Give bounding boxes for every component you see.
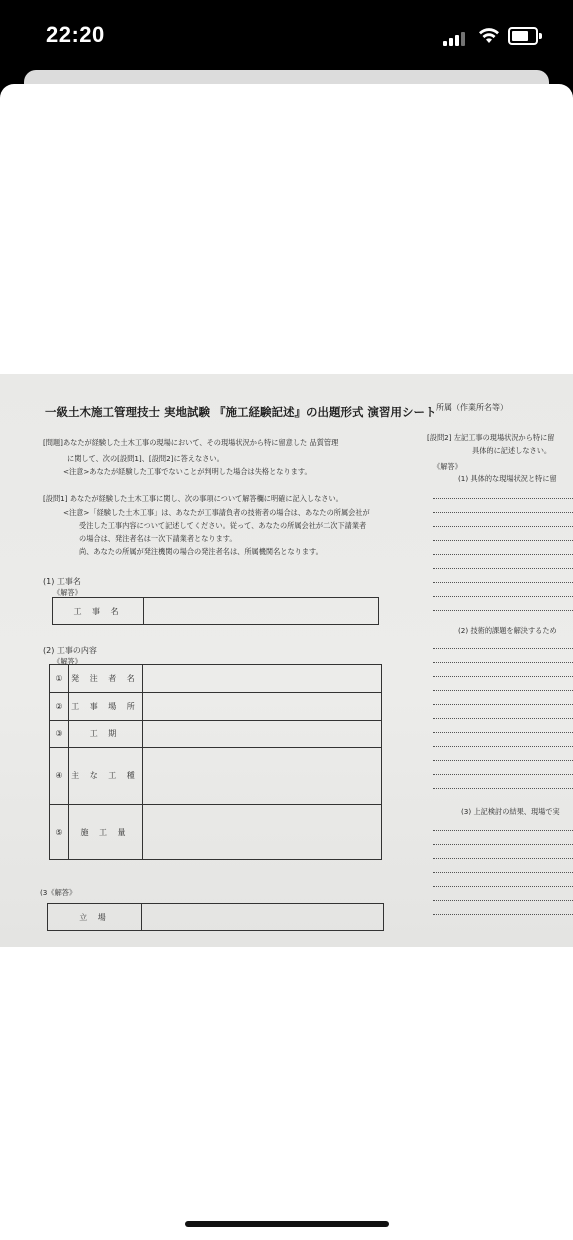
row-number: ④ — [55, 771, 63, 780]
affiliation-label: 所属（作業所名等） — [436, 403, 508, 412]
q2-item-3: (3) 上記検討の結果、現場で実 — [461, 807, 560, 816]
q1-note: 尚、あなたの所属が発注機関の場合の発注者名は、所属機関名となります。 — [79, 547, 323, 556]
section3-label: (3《解答》 — [40, 888, 77, 897]
q1-note: 受注した工事内容について記述してください。従って、あなたの所属会社が二次下請業者 — [79, 521, 367, 530]
document-photo[interactable] — [0, 374, 573, 947]
battery-icon — [508, 27, 538, 45]
row-number: ② — [55, 701, 63, 711]
q2-item-2: (2) 技術的課題を解決するため — [458, 626, 557, 635]
project-name-field — [52, 597, 379, 625]
q1-text: [設問1] あなたが経験した土木工事に関し、次の事項について解答欄に明確に記入しなさい。 — [43, 494, 343, 503]
cellular-signal-icon — [443, 30, 469, 46]
row-label-work-type: 主 な 工 種 — [71, 771, 139, 780]
wifi-icon — [478, 26, 500, 44]
position-field — [47, 903, 384, 931]
row-label-quantity: 施 工 量 — [80, 828, 130, 837]
document-title: 一級土木施工管理技士 実地試験 『施工経験記述』の出題形式 演習用シート — [45, 405, 437, 419]
position-label: 立 場 — [79, 912, 110, 922]
q2-answer: 《解答》 — [433, 462, 462, 471]
question-text: に関して、次の[設問1]、[設問2]に答えなさい。 — [67, 454, 224, 463]
q1-note: の場合は、発注者名は一次下請業者となります。 — [79, 534, 237, 543]
section1-label: (1) 工事名 — [43, 577, 81, 586]
status-bar — [0, 0, 573, 70]
question-note: <注意>あなたが経験した工事でないことが判明した場合は失格となります。 — [63, 467, 312, 476]
section2-label: (2) 工事の内容 — [43, 646, 97, 655]
q2-text: [設問2] 左記工事の現場状況から特に留 — [427, 433, 555, 442]
section1-answer: 《解答》 — [53, 588, 82, 597]
q2-text: 具体的に記述しなさい。 — [472, 446, 552, 455]
q2-item-1: (1) 具体的な現場状況と特に留 — [458, 474, 557, 483]
q1-note: <注意>「経験した土木工事」は、あなたが工事請負者の技術者の場合は、あなたの所属会社が — [63, 508, 370, 517]
row-number: ③ — [55, 729, 63, 738]
row-label-client: 発 注 者 名 — [71, 674, 139, 683]
row-label-period: 工 期 — [89, 729, 121, 738]
row-number: ⑤ — [55, 828, 63, 837]
project-name-label: 工 事 名 — [73, 606, 123, 616]
status-time: 22:20 — [46, 22, 105, 47]
question-text: [問題]あなたが経験した土木工事の現場において、その現場状況から特に留意した 品質管理 — [43, 438, 339, 447]
project-details-table — [49, 664, 382, 860]
row-label-site: 工 事 場 所 — [71, 701, 139, 711]
row-number: ① — [55, 674, 63, 683]
home-indicator[interactable] — [185, 1221, 389, 1227]
section2-answer: 《解答》 — [53, 657, 82, 666]
